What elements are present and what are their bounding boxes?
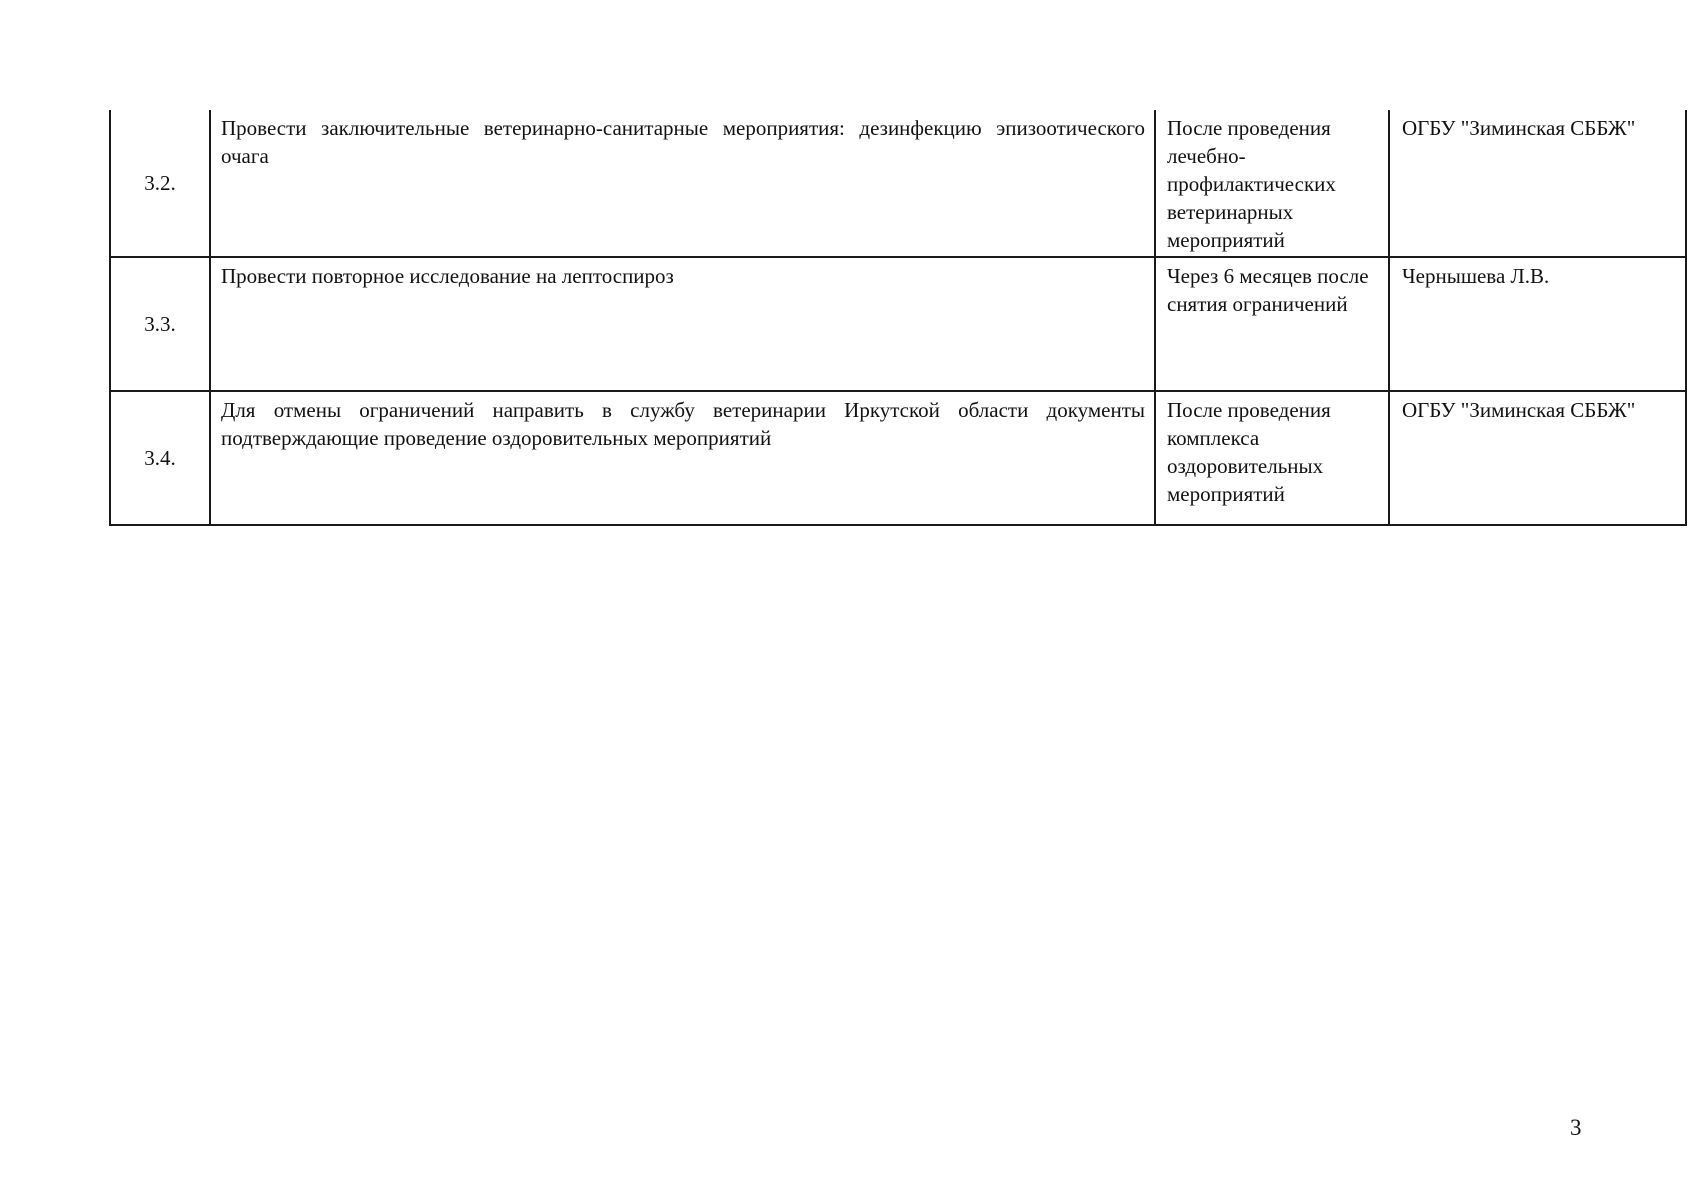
- row-number-cell: 3.4.: [110, 391, 210, 525]
- table-row: [110, 257, 1686, 391]
- measures-table: [109, 110, 1687, 526]
- term-cell: После проведения комплекса оздоровительных мероприятий: [1155, 391, 1389, 525]
- term-cell: Через 6 месяцев после снятия ограничений: [1155, 257, 1389, 391]
- task-cell: Провести повторное исследование на лептоспироз: [210, 257, 1155, 391]
- table-row: [110, 391, 1686, 525]
- responsible-cell: ОГБУ "Зиминская СББЖ": [1389, 391, 1686, 525]
- task-cell: Для отмены ограничений направить в службу ветеринарии Иркутской области документы подтверждающие проведение оздоровительных мероприятий: [210, 391, 1155, 525]
- row-number-cell: 3.3.: [110, 257, 210, 391]
- task-cell: Провести заключительные ветеринарно-санитарные мероприятия: дезинфекцию эпизоотического очага: [210, 110, 1155, 257]
- responsible-cell: ОГБУ "Зиминская СББЖ": [1389, 110, 1686, 257]
- term-cell: После проведения лечебно-профилактических ветеринарных мероприятий: [1155, 110, 1389, 257]
- page-number: 3: [1570, 1115, 1582, 1140]
- table-row: [110, 110, 1686, 257]
- responsible-cell: Чернышева Л.В.: [1389, 257, 1686, 391]
- row-number-cell: 3.2.: [110, 110, 210, 257]
